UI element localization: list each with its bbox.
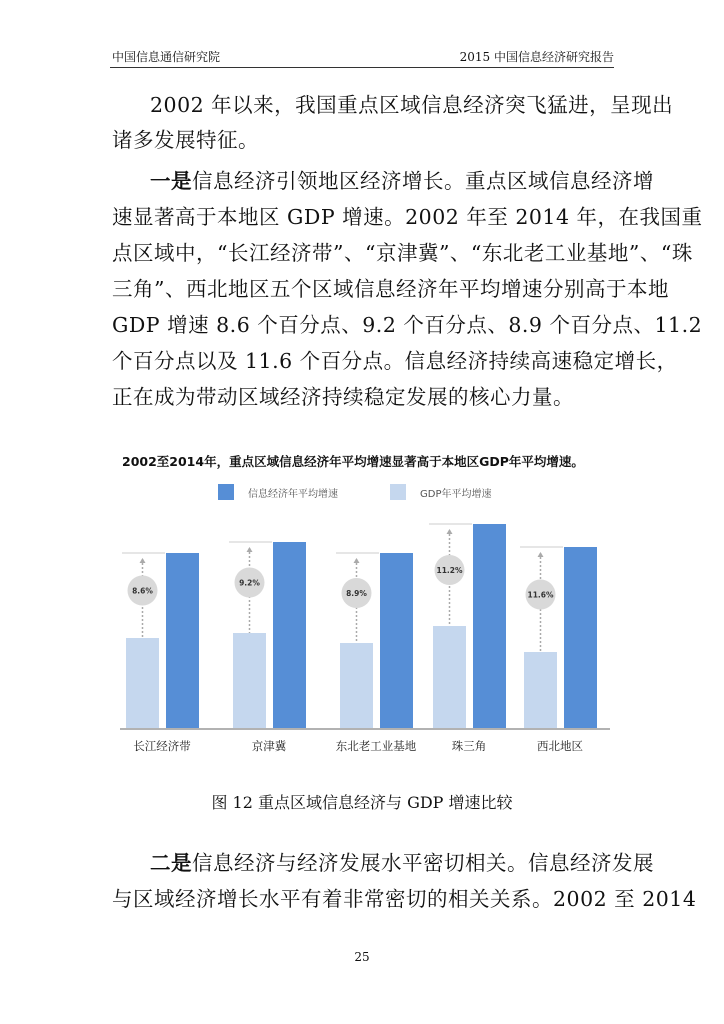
legend-swatch [218,484,234,500]
bar-info-economy-4 [564,547,597,728]
bar-chart [110,476,620,766]
bar-info-economy-3 [473,524,506,728]
paragraph-line: 点区域中，“长江经济带”、“京津冀”、“东北老工业基地”、“珠 [112,241,693,265]
paragraph-text: 信息经济与经济发展水平密切相关。信息经济发展 [192,851,654,875]
bar-info-economy-2 [380,553,413,728]
bar-gdp-3 [433,626,466,728]
bar-gdp-4 [524,652,557,728]
header-right: 2015 中国信息经济研究报告 [459,50,614,64]
bar-gdp-2 [340,643,373,728]
gap-label: 9.2% [239,578,260,588]
arrow-up-icon [354,558,360,563]
lead-text: 一是 [150,169,192,193]
chart-title: 2002至2014年，重点区域信息经济年平均增速显著高于本地区GDP年平均增速。 [122,454,584,469]
lead-text: 二是 [150,851,192,875]
paragraph-text: 信息经济引领地区经济增长。重点区域信息经济增 [192,169,654,193]
paragraph-line: 个百分点以及 11.6 个百分点。信息经济持续高速稳定增长， [112,349,678,373]
paragraph-line: 与区域经济增长水平有着非常密切的相关关系。2002 至 2014 [112,887,697,911]
paragraph-line [150,164,654,194]
arrow-up-icon [140,558,146,563]
paragraph-line: 诸多发展特征。 [112,128,259,152]
bar-gdp-1 [233,633,266,728]
category-label: 东北老工业基地 [335,739,417,753]
paragraph-line: 速显著高于本地区 GDP 增速。2002 年至 2014 年，在我国重 [112,205,703,229]
gap-label: 11.6% [527,590,554,600]
paragraph-line: 2002 年以来，我国重点区域信息经济突飞猛进，呈现出 [150,93,674,117]
figure-caption: 图 12 重点区域信息经济与 GDP 增速比较 [211,793,513,812]
bar-gdp-0 [126,638,159,728]
arrow-up-icon [538,552,544,557]
legend-swatch [390,484,406,500]
legend-label: GDP年平均增速 [420,489,492,500]
gap-label: 8.6% [132,586,153,596]
gap-label: 8.9% [346,589,367,598]
arrow-up-icon [447,529,453,534]
category-label: 京津冀 [251,739,287,753]
paragraph-line: 正在成为带动区域经济持续稳定发展的核心力量。 [112,385,574,409]
category-label: 西北地区 [537,739,583,753]
header-left: 中国信息通信研究院 [112,50,221,64]
gap-label: 11.2% [436,566,463,575]
bar-info-economy-1 [273,542,306,728]
paragraph-line: 三角”、西北地区五个区域信息经济年平均增速分别高于本地 [112,277,669,301]
paragraph-line [150,846,654,876]
category-label: 长江经济带 [133,739,191,753]
legend-label: 信息经济年平均增速 [248,489,338,500]
header-divider [110,67,614,68]
page-number: 25 [354,950,370,964]
arrow-up-icon [247,547,253,552]
paragraph-line: GDP 增速 8.6 个百分点、9.2 个百分点、8.9 个百分点、11.2 [112,313,703,337]
category-label: 珠三角 [451,739,487,753]
bar-info-economy-0 [166,553,199,728]
